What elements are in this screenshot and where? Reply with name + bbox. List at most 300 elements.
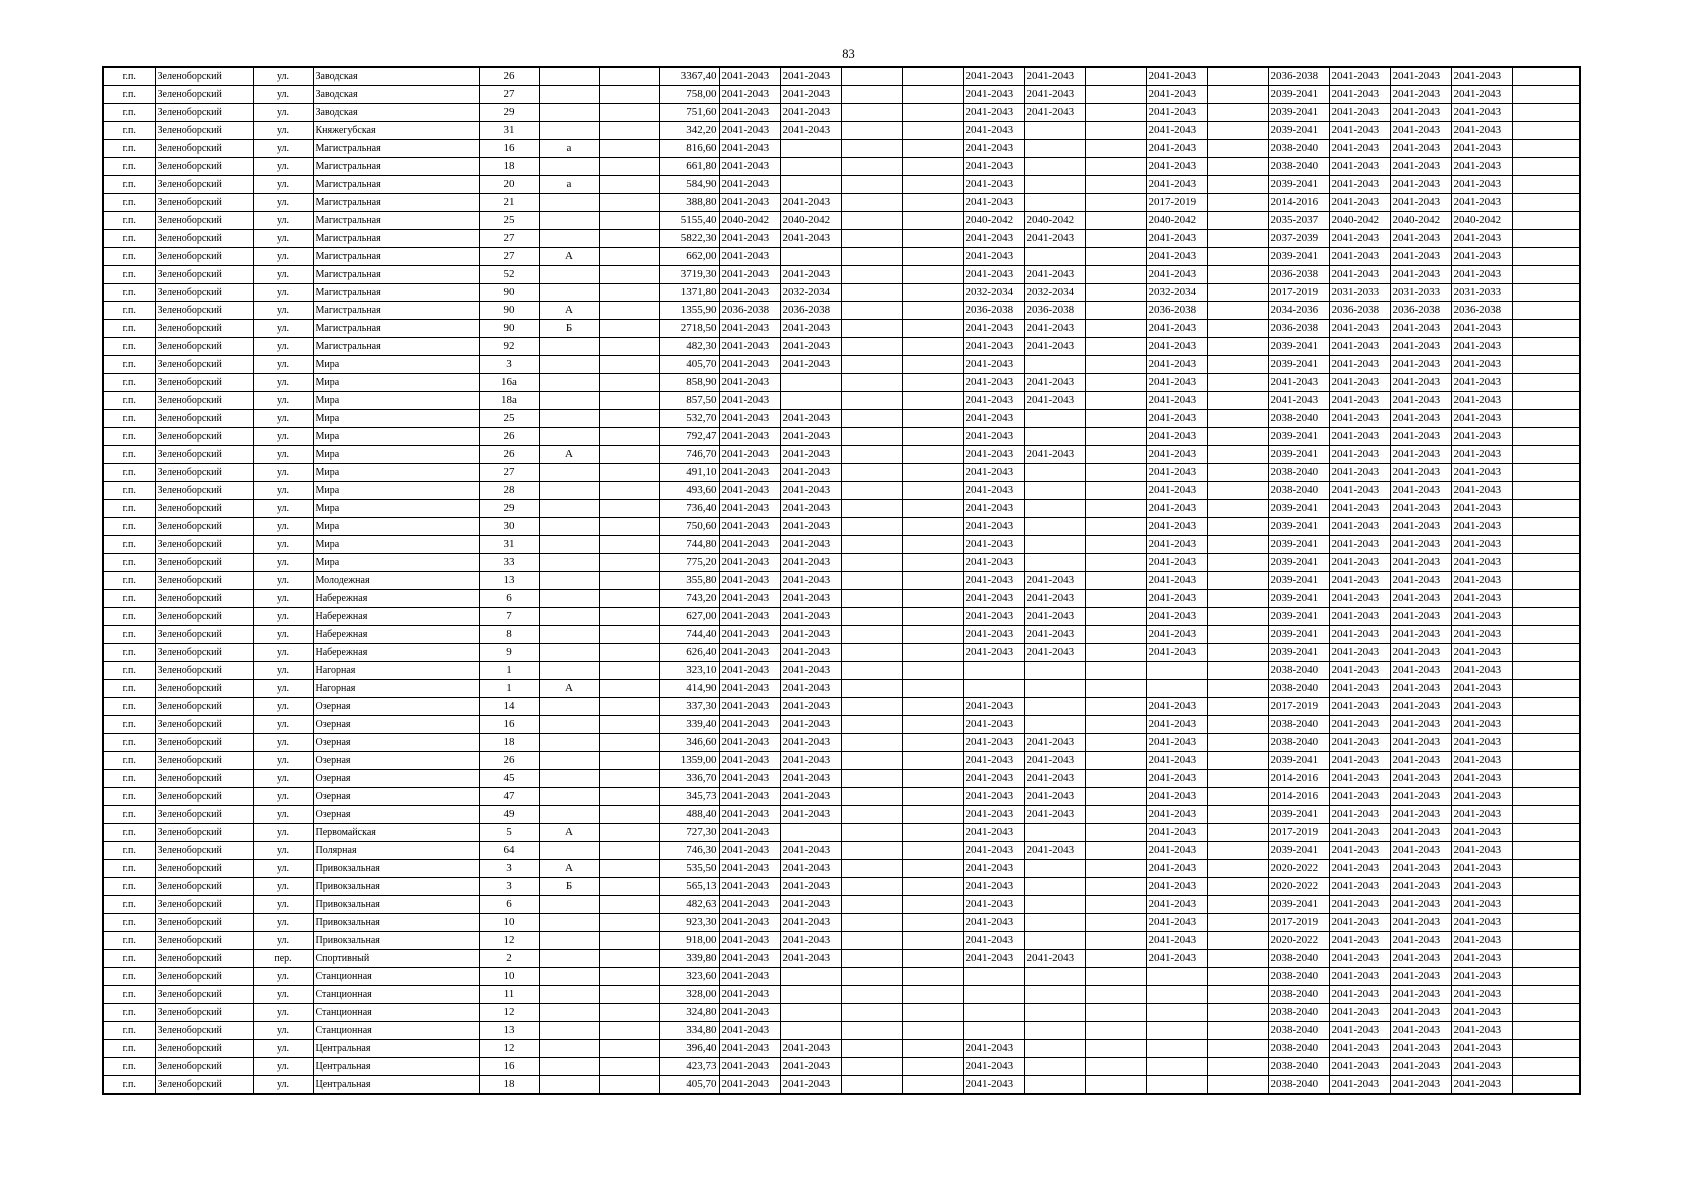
cell-term-5 xyxy=(963,1004,1024,1022)
cell-total-area: 324,80 xyxy=(659,1004,719,1022)
cell-term-14 xyxy=(1512,1058,1580,1076)
table-body xyxy=(103,67,1580,1094)
cell-building-number xyxy=(599,716,659,734)
cell-term-10: 2039-2041 xyxy=(1268,842,1329,860)
cell-term-1: 2041-2043 xyxy=(719,698,780,716)
cell-total-area: 727,30 xyxy=(659,824,719,842)
cell-house-letter xyxy=(539,500,599,518)
cell-total-area: 1359,00 xyxy=(659,752,719,770)
cell-term-11: 2041-2043 xyxy=(1329,86,1390,104)
cell-term-12: 2041-2043 xyxy=(1390,662,1451,680)
cell-term-5: 2041-2043 xyxy=(963,122,1024,140)
cell-settlement-name: Зеленоборский xyxy=(155,1076,253,1095)
cell-term-7 xyxy=(1085,212,1146,230)
cell-term-5: 2041-2043 xyxy=(963,896,1024,914)
cell-term-3 xyxy=(841,158,902,176)
cell-street-name: Центральная xyxy=(313,1076,479,1095)
cell-term-4 xyxy=(902,1004,963,1022)
cell-term-6 xyxy=(1024,1058,1085,1076)
cell-term-10: 2038-2040 xyxy=(1268,464,1329,482)
cell-house-letter xyxy=(539,626,599,644)
cell-term-10: 2038-2040 xyxy=(1268,1058,1329,1076)
cell-term-14 xyxy=(1512,860,1580,878)
cell-settlement-type: г.п. xyxy=(103,356,155,374)
cell-house-letter xyxy=(539,158,599,176)
cell-settlement-type: г.п. xyxy=(103,914,155,932)
cell-term-9 xyxy=(1207,770,1268,788)
cell-term-3 xyxy=(841,482,902,500)
cell-term-5: 2041-2043 xyxy=(963,932,1024,950)
cell-street-name: Полярная xyxy=(313,842,479,860)
cell-settlement-type: г.п. xyxy=(103,770,155,788)
cell-term-14 xyxy=(1512,842,1580,860)
cell-term-8: 2041-2043 xyxy=(1146,554,1207,572)
cell-term-9 xyxy=(1207,266,1268,284)
cell-house-letter: а xyxy=(539,140,599,158)
cell-total-area: 405,70 xyxy=(659,356,719,374)
cell-settlement-name: Зеленоборский xyxy=(155,464,253,482)
cell-term-1: 2041-2043 xyxy=(719,284,780,302)
cell-house-letter xyxy=(539,716,599,734)
cell-settlement-type: г.п. xyxy=(103,410,155,428)
cell-term-5: 2041-2043 xyxy=(963,230,1024,248)
cell-term-11: 2041-2043 xyxy=(1329,1076,1390,1095)
cell-settlement-type: г.п. xyxy=(103,824,155,842)
cell-house-number: 31 xyxy=(479,536,539,554)
cell-term-9 xyxy=(1207,554,1268,572)
cell-term-9 xyxy=(1207,104,1268,122)
cell-term-11: 2041-2043 xyxy=(1329,1058,1390,1076)
cell-term-7 xyxy=(1085,410,1146,428)
cell-term-14 xyxy=(1512,878,1580,896)
cell-term-10: 2039-2041 xyxy=(1268,248,1329,266)
cell-street-type: ул. xyxy=(253,608,313,626)
cell-term-1: 2041-2043 xyxy=(719,1058,780,1076)
cell-street-name: Озерная xyxy=(313,770,479,788)
cell-term-3 xyxy=(841,446,902,464)
cell-term-13: 2041-2043 xyxy=(1451,536,1512,554)
cell-term-14 xyxy=(1512,410,1580,428)
cell-street-type: ул. xyxy=(253,446,313,464)
cell-term-10: 2038-2040 xyxy=(1268,986,1329,1004)
cell-term-6: 2041-2043 xyxy=(1024,392,1085,410)
cell-house-number: 26 xyxy=(479,67,539,86)
cell-term-3 xyxy=(841,266,902,284)
cell-term-9 xyxy=(1207,878,1268,896)
cell-settlement-name: Зеленоборский xyxy=(155,716,253,734)
cell-street-type: ул. xyxy=(253,428,313,446)
cell-street-name: Станционная xyxy=(313,1022,479,1040)
cell-total-area: 5822,30 xyxy=(659,230,719,248)
cell-term-13: 2040-2042 xyxy=(1451,212,1512,230)
cell-term-12: 2041-2043 xyxy=(1390,374,1451,392)
cell-house-number: 14 xyxy=(479,698,539,716)
cell-settlement-type: г.п. xyxy=(103,644,155,662)
table-row xyxy=(103,230,1580,248)
cell-term-12: 2041-2043 xyxy=(1390,788,1451,806)
cell-term-1: 2041-2043 xyxy=(719,230,780,248)
cell-term-9 xyxy=(1207,67,1268,86)
cell-settlement-type: г.п. xyxy=(103,608,155,626)
cell-term-5: 2041-2043 xyxy=(963,914,1024,932)
cell-street-type: ул. xyxy=(253,698,313,716)
cell-term-4 xyxy=(902,140,963,158)
cell-building-number xyxy=(599,698,659,716)
cell-term-14 xyxy=(1512,986,1580,1004)
cell-term-4 xyxy=(902,842,963,860)
cell-term-3 xyxy=(841,67,902,86)
table-row xyxy=(103,986,1580,1004)
cell-house-number: 3 xyxy=(479,356,539,374)
cell-term-14 xyxy=(1512,806,1580,824)
cell-term-2: 2041-2043 xyxy=(780,662,841,680)
cell-term-11: 2041-2043 xyxy=(1329,464,1390,482)
cell-total-area: 5155,40 xyxy=(659,212,719,230)
cell-term-11: 2041-2043 xyxy=(1329,428,1390,446)
cell-term-5: 2041-2043 xyxy=(963,716,1024,734)
cell-term-12: 2041-2043 xyxy=(1390,320,1451,338)
cell-house-letter: Б xyxy=(539,878,599,896)
cell-term-12: 2041-2043 xyxy=(1390,644,1451,662)
cell-term-3 xyxy=(841,950,902,968)
cell-settlement-type: г.п. xyxy=(103,950,155,968)
cell-term-4 xyxy=(902,122,963,140)
cell-term-7 xyxy=(1085,1040,1146,1058)
cell-settlement-name: Зеленоборский xyxy=(155,932,253,950)
cell-term-11: 2041-2043 xyxy=(1329,194,1390,212)
cell-house-number: 3 xyxy=(479,878,539,896)
cell-term-6 xyxy=(1024,932,1085,950)
cell-street-type: ул. xyxy=(253,752,313,770)
cell-term-3 xyxy=(841,752,902,770)
cell-settlement-type: г.п. xyxy=(103,860,155,878)
cell-term-6 xyxy=(1024,662,1085,680)
cell-house-letter xyxy=(539,464,599,482)
cell-term-10: 2038-2040 xyxy=(1268,1076,1329,1095)
cell-house-letter xyxy=(539,554,599,572)
cell-term-8: 2041-2043 xyxy=(1146,86,1207,104)
cell-term-14 xyxy=(1512,482,1580,500)
cell-house-letter: А xyxy=(539,824,599,842)
cell-term-11: 2041-2043 xyxy=(1329,608,1390,626)
cell-house-number: 13 xyxy=(479,1022,539,1040)
cell-house-number: 25 xyxy=(479,212,539,230)
cell-term-7 xyxy=(1085,1022,1146,1040)
cell-term-6 xyxy=(1024,464,1085,482)
cell-total-area: 758,00 xyxy=(659,86,719,104)
cell-term-14 xyxy=(1512,572,1580,590)
cell-term-5: 2041-2043 xyxy=(963,626,1024,644)
table-row xyxy=(103,1040,1580,1058)
cell-term-14 xyxy=(1512,626,1580,644)
cell-term-2: 2041-2043 xyxy=(780,122,841,140)
cell-term-4 xyxy=(902,734,963,752)
table-row xyxy=(103,410,1580,428)
cell-house-letter xyxy=(539,410,599,428)
cell-house-number: 6 xyxy=(479,590,539,608)
cell-term-13: 2041-2043 xyxy=(1451,518,1512,536)
cell-term-12: 2031-2033 xyxy=(1390,284,1451,302)
table-row xyxy=(103,932,1580,950)
table-row xyxy=(103,554,1580,572)
cell-term-5: 2041-2043 xyxy=(963,67,1024,86)
cell-street-name: Мира xyxy=(313,374,479,392)
cell-term-14 xyxy=(1512,176,1580,194)
cell-term-1: 2041-2043 xyxy=(719,590,780,608)
table-row xyxy=(103,104,1580,122)
cell-street-name: Озерная xyxy=(313,806,479,824)
cell-building-number xyxy=(599,194,659,212)
cell-term-7 xyxy=(1085,824,1146,842)
cell-term-12: 2041-2043 xyxy=(1390,356,1451,374)
cell-total-area: 744,40 xyxy=(659,626,719,644)
table-row xyxy=(103,968,1580,986)
cell-settlement-type: г.п. xyxy=(103,1022,155,1040)
cell-term-5 xyxy=(963,986,1024,1004)
cell-term-13: 2041-2043 xyxy=(1451,698,1512,716)
cell-term-14 xyxy=(1512,284,1580,302)
table-row xyxy=(103,356,1580,374)
table-row xyxy=(103,608,1580,626)
cell-settlement-type: г.п. xyxy=(103,212,155,230)
cell-term-4 xyxy=(902,392,963,410)
cell-term-8: 2041-2043 xyxy=(1146,518,1207,536)
cell-term-7 xyxy=(1085,446,1146,464)
cell-term-13: 2041-2043 xyxy=(1451,67,1512,86)
cell-house-number: 18 xyxy=(479,158,539,176)
cell-house-number: 52 xyxy=(479,266,539,284)
cell-term-10: 2041-2043 xyxy=(1268,374,1329,392)
table-row xyxy=(103,464,1580,482)
cell-term-5: 2041-2043 xyxy=(963,554,1024,572)
cell-term-10: 2038-2040 xyxy=(1268,140,1329,158)
cell-term-5: 2041-2043 xyxy=(963,608,1024,626)
cell-term-5: 2041-2043 xyxy=(963,788,1024,806)
cell-term-13: 2041-2043 xyxy=(1451,158,1512,176)
cell-term-9 xyxy=(1207,1058,1268,1076)
table-row xyxy=(103,428,1580,446)
cell-term-11: 2041-2043 xyxy=(1329,932,1390,950)
cell-street-name: Магистральная xyxy=(313,158,479,176)
cell-term-3 xyxy=(841,788,902,806)
cell-building-number xyxy=(599,302,659,320)
cell-building-number xyxy=(599,626,659,644)
cell-settlement-type: г.п. xyxy=(103,1040,155,1058)
cell-term-1: 2041-2043 xyxy=(719,1040,780,1058)
cell-term-12: 2041-2043 xyxy=(1390,680,1451,698)
cell-term-14 xyxy=(1512,266,1580,284)
cell-street-name: Магистральная xyxy=(313,338,479,356)
cell-settlement-type: г.п. xyxy=(103,662,155,680)
table-row xyxy=(103,950,1580,968)
cell-term-5: 2041-2043 xyxy=(963,374,1024,392)
cell-settlement-name: Зеленоборский xyxy=(155,284,253,302)
cell-settlement-name: Зеленоборский xyxy=(155,140,253,158)
cell-term-13: 2041-2043 xyxy=(1451,842,1512,860)
cell-term-8: 2041-2043 xyxy=(1146,374,1207,392)
cell-term-10: 2039-2041 xyxy=(1268,338,1329,356)
cell-settlement-type: г.п. xyxy=(103,320,155,338)
table-row xyxy=(103,752,1580,770)
cell-street-name: Озерная xyxy=(313,752,479,770)
cell-term-4 xyxy=(902,896,963,914)
cell-house-number: 20 xyxy=(479,176,539,194)
cell-term-14 xyxy=(1512,536,1580,554)
cell-term-14 xyxy=(1512,158,1580,176)
cell-street-type: ул. xyxy=(253,338,313,356)
cell-term-8: 2041-2043 xyxy=(1146,950,1207,968)
cell-total-area: 736,40 xyxy=(659,500,719,518)
cell-term-11: 2041-2043 xyxy=(1329,176,1390,194)
cell-term-4 xyxy=(902,482,963,500)
table-row xyxy=(103,806,1580,824)
cell-term-9 xyxy=(1207,230,1268,248)
cell-term-4 xyxy=(902,716,963,734)
cell-building-number xyxy=(599,320,659,338)
cell-settlement-name: Зеленоборский xyxy=(155,752,253,770)
cell-term-13: 2041-2043 xyxy=(1451,752,1512,770)
cell-term-9 xyxy=(1207,1040,1268,1058)
table-row xyxy=(103,824,1580,842)
cell-street-type: ул. xyxy=(253,1076,313,1095)
cell-term-11: 2041-2043 xyxy=(1329,374,1390,392)
cell-house-number: 33 xyxy=(479,554,539,572)
cell-house-number: 12 xyxy=(479,1004,539,1022)
cell-term-11: 2041-2043 xyxy=(1329,896,1390,914)
cell-street-name: Магистральная xyxy=(313,176,479,194)
cell-term-1: 2036-2038 xyxy=(719,302,780,320)
cell-term-4 xyxy=(902,914,963,932)
cell-term-3 xyxy=(841,104,902,122)
table-row xyxy=(103,446,1580,464)
cell-building-number xyxy=(599,788,659,806)
cell-street-name: Центральная xyxy=(313,1058,479,1076)
cell-term-11: 2041-2043 xyxy=(1329,356,1390,374)
cell-term-4 xyxy=(902,320,963,338)
cell-term-1: 2041-2043 xyxy=(719,500,780,518)
cell-term-14 xyxy=(1512,1040,1580,1058)
cell-term-12: 2041-2043 xyxy=(1390,1058,1451,1076)
cell-house-letter xyxy=(539,194,599,212)
cell-house-number: 90 xyxy=(479,302,539,320)
cell-term-8: 2041-2043 xyxy=(1146,788,1207,806)
cell-street-type: ул. xyxy=(253,284,313,302)
cell-total-area: 565,13 xyxy=(659,878,719,896)
cell-term-9 xyxy=(1207,968,1268,986)
cell-term-5: 2041-2043 xyxy=(963,104,1024,122)
cell-term-8: 2041-2043 xyxy=(1146,752,1207,770)
cell-total-area: 423,73 xyxy=(659,1058,719,1076)
cell-term-3 xyxy=(841,140,902,158)
cell-term-6 xyxy=(1024,986,1085,1004)
cell-term-8: 2041-2043 xyxy=(1146,356,1207,374)
cell-term-1: 2041-2043 xyxy=(719,626,780,644)
cell-house-letter xyxy=(539,572,599,590)
cell-total-area: 482,30 xyxy=(659,338,719,356)
cell-term-10: 2038-2040 xyxy=(1268,158,1329,176)
cell-house-number: 30 xyxy=(479,518,539,536)
cell-house-number: 26 xyxy=(479,752,539,770)
cell-term-5 xyxy=(963,1022,1024,1040)
cell-total-area: 532,70 xyxy=(659,410,719,428)
cell-term-2: 2032-2034 xyxy=(780,284,841,302)
cell-house-letter xyxy=(539,67,599,86)
cell-total-area: 414,90 xyxy=(659,680,719,698)
cell-house-letter xyxy=(539,374,599,392)
cell-term-7 xyxy=(1085,770,1146,788)
cell-settlement-name: Зеленоборский xyxy=(155,1022,253,1040)
cell-term-2 xyxy=(780,986,841,1004)
cell-term-3 xyxy=(841,806,902,824)
cell-house-letter xyxy=(539,770,599,788)
cell-house-letter xyxy=(539,518,599,536)
cell-settlement-type: г.п. xyxy=(103,1004,155,1022)
cell-term-7 xyxy=(1085,716,1146,734)
cell-term-1: 2041-2043 xyxy=(719,410,780,428)
cell-street-type: ул. xyxy=(253,410,313,428)
cell-term-8: 2041-2043 xyxy=(1146,536,1207,554)
cell-term-4 xyxy=(902,590,963,608)
cell-term-14 xyxy=(1512,1076,1580,1095)
cell-term-11: 2041-2043 xyxy=(1329,716,1390,734)
cell-term-1: 2041-2043 xyxy=(719,680,780,698)
cell-term-6 xyxy=(1024,860,1085,878)
cell-term-10: 2038-2040 xyxy=(1268,1004,1329,1022)
cell-house-number: 16а xyxy=(479,374,539,392)
cell-term-8 xyxy=(1146,1076,1207,1095)
cell-term-9 xyxy=(1207,176,1268,194)
cell-total-area: 493,60 xyxy=(659,482,719,500)
cell-term-11: 2041-2043 xyxy=(1329,572,1390,590)
cell-term-9 xyxy=(1207,86,1268,104)
cell-term-1: 2041-2043 xyxy=(719,860,780,878)
cell-settlement-name: Зеленоборский xyxy=(155,320,253,338)
cell-street-name: Мира xyxy=(313,554,479,572)
cell-term-7 xyxy=(1085,248,1146,266)
cell-settlement-name: Зеленоборский xyxy=(155,158,253,176)
cell-term-11: 2041-2043 xyxy=(1329,248,1390,266)
cell-term-6: 2041-2043 xyxy=(1024,230,1085,248)
cell-street-name: Привокзальная xyxy=(313,896,479,914)
cell-term-8 xyxy=(1146,1058,1207,1076)
cell-street-type: ул. xyxy=(253,1058,313,1076)
cell-house-number: 11 xyxy=(479,986,539,1004)
cell-term-7 xyxy=(1085,968,1146,986)
cell-street-type: ул. xyxy=(253,860,313,878)
cell-settlement-name: Зеленоборский xyxy=(155,248,253,266)
cell-term-3 xyxy=(841,914,902,932)
cell-term-2: 2036-2038 xyxy=(780,302,841,320)
cell-term-4 xyxy=(902,860,963,878)
cell-term-13: 2041-2043 xyxy=(1451,806,1512,824)
cell-street-type: ул. xyxy=(253,734,313,752)
cell-term-4 xyxy=(902,86,963,104)
cell-term-4 xyxy=(902,67,963,86)
cell-street-name: Мира xyxy=(313,518,479,536)
cell-term-2: 2041-2043 xyxy=(780,104,841,122)
cell-house-letter xyxy=(539,230,599,248)
cell-term-6 xyxy=(1024,482,1085,500)
cell-settlement-name: Зеленоборский xyxy=(155,392,253,410)
cell-settlement-name: Зеленоборский xyxy=(155,842,253,860)
cell-street-type: ул. xyxy=(253,248,313,266)
cell-term-7 xyxy=(1085,842,1146,860)
cell-term-9 xyxy=(1207,950,1268,968)
cell-term-1: 2041-2043 xyxy=(719,194,780,212)
cell-term-3 xyxy=(841,122,902,140)
cell-house-letter xyxy=(539,752,599,770)
cell-building-number xyxy=(599,896,659,914)
